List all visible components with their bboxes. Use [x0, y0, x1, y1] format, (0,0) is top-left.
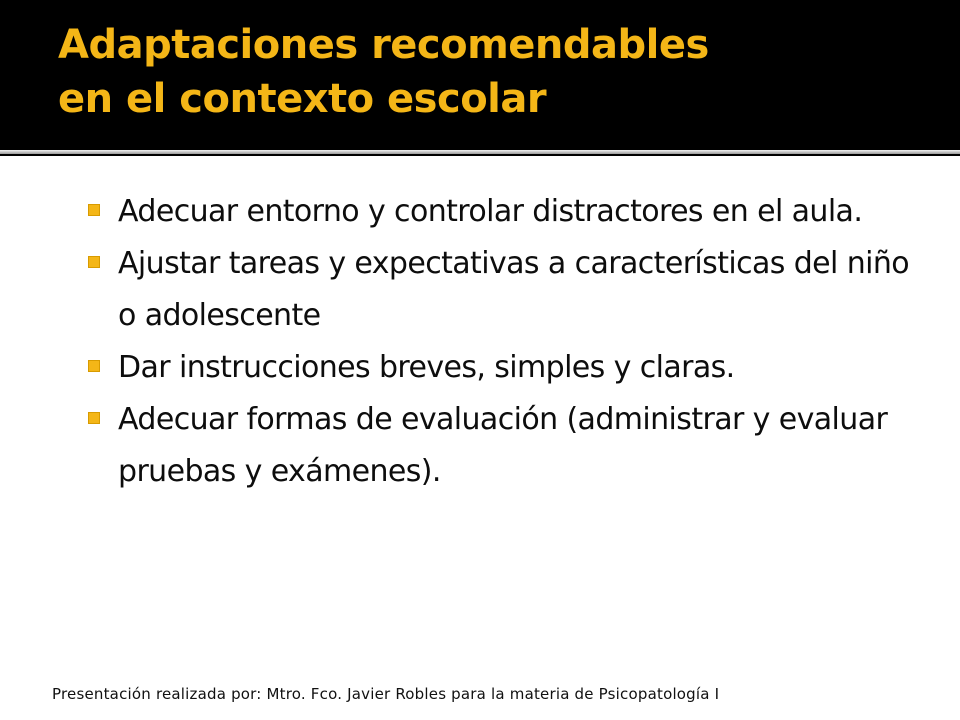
square-bullet-icon — [88, 204, 100, 216]
bullet-item-entorno — [88, 186, 928, 238]
bullet-item-tareas — [88, 238, 928, 342]
bullet-text-entorno: Adecuar entorno y controlar distractores en el aula. — [118, 194, 863, 229]
presentation-footer: Presentación realizada por: Mtro. Fco. Javier Robles para la materia de Psicopatología I — [52, 685, 720, 703]
bullet-text-tareas: Ajustar tareas y expectativas a características del niño o adolescente — [118, 246, 910, 333]
square-bullet-icon — [88, 256, 100, 268]
square-bullet-icon — [88, 412, 100, 424]
title-line-2: en el contexto escolar — [58, 76, 547, 122]
bullet-text-instrucciones: Dar instrucciones breves, simples y claras. — [118, 350, 735, 385]
bullet-item-instrucciones — [88, 342, 928, 394]
title-divider — [0, 150, 960, 154]
slide-body — [0, 156, 960, 720]
bullet-text-evaluacion: Adecuar formas de evaluación (administrar y evaluar pruebas y exámenes). — [118, 402, 888, 489]
bullet-item-evaluacion — [88, 394, 928, 498]
title-bar — [0, 0, 960, 148]
bullet-list — [88, 186, 928, 498]
slide-title — [58, 18, 938, 126]
title-line-1: Adaptaciones recomendables — [58, 22, 709, 68]
square-bullet-icon — [88, 360, 100, 372]
